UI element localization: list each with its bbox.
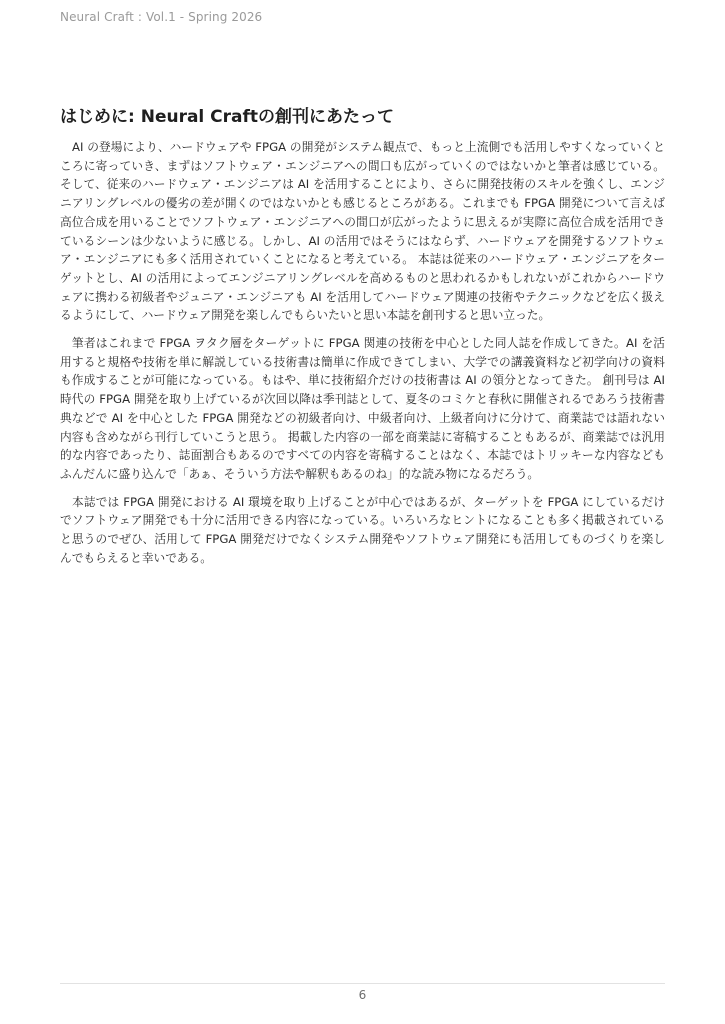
footer-divider xyxy=(60,983,665,984)
article-body xyxy=(60,104,665,576)
section-title: はじめに: Neural Craftの創刊にあたって xyxy=(60,107,395,127)
paragraph-3: 本誌では FPGA 開発における AI 環境を取り上げることが中心ではあるが、ターゲットを FPGA にしているだけでソフトウェア開発でも十分に活用できる内容になっている。いろいろなヒントになることも多く掲載されていると思うのでぜひ、活用して FPGA 開発だけでなくシステム開発やソフトウェア開発にも活用してものづくりを楽しんでもらえると幸いである。 xyxy=(60,494,665,565)
running-header: Neural Craft : Vol.1 - Spring 2026 xyxy=(60,10,263,24)
paragraph-2: 筆者はこれまで FPGA ヲタク層をターゲットに FPGA 関連の技術を中心とした同人誌を作成してきた。AI を活用すると規格や技術を単に解説している技術書は簡単に作成できてしまい、大学での講義資料など初学向けの資料も作成することが可能になっている。もはや、単に技術紹介だけの技術書は AI の領分となってきた。 創刊号は AI 時代の FPGA 開発を取り上げているが次回以降は季刊誌として、夏冬のコミケと春秋に開催されるであろう技術書典などで AI を中心とした FPGA 開発などの初級者向け、中級者向け、上級者向けに分けて、商業誌では語れない内容も含めながら刊行していこうと思う。 掲載した内容の一部を商業誌に寄稿することもあるが、商業誌では汎用的な内容であったり、誌面割合もあるのですべての内容を寄稿することはなく、本誌ではトリッキーな内容などもふんだんに盛り込んで「あぁ、そういう方法や解釈もあるのね」的な読み物になるだろう。 xyxy=(60,336,665,481)
page-number: 6 xyxy=(358,988,367,1002)
paragraph-1: AI の登場により、ハードウェアや FPGA の開発がシステム観点で、もっと上流側でも活用しやすくなっていくところに寄っていき、まずはソフトウェア・エンジニアへの間口も広がっていくのではないかと筆者は感じている。そして、従来のハードウェア・エンジニアは AI を活用することにより、さらに開発技術のスキルを強くし、エンジニアリングレベルの優劣の差が開くのではないかとも感じるところがある。これまでも FPGA 開発について言えば高位合成を用いることでソフトウェア・エンジニアへの間口が広がったように思えるが実際に高位合成を活用できているシーンは少ないように感じる。しかし、AI の活用ではそうにはならず、ハードウェアを開発するソフトウェア・エンジニアにも多く活用されていくことになると考えている。 本誌は従来のハードウェア・エンジニアをターゲットとし、AI の活用によってエンジニアリングレベルを高めるものと思われるかもしれないがこれからハードウェアに携わる初級者やジュニア・エンジニアも AI を活用してハードウェア関連の技術やテクニックなどを広く扱えるようにして、ハードウェア開発を楽しんでもらいたいと思い本誌を創刊すると思い立った。 xyxy=(60,140,665,323)
